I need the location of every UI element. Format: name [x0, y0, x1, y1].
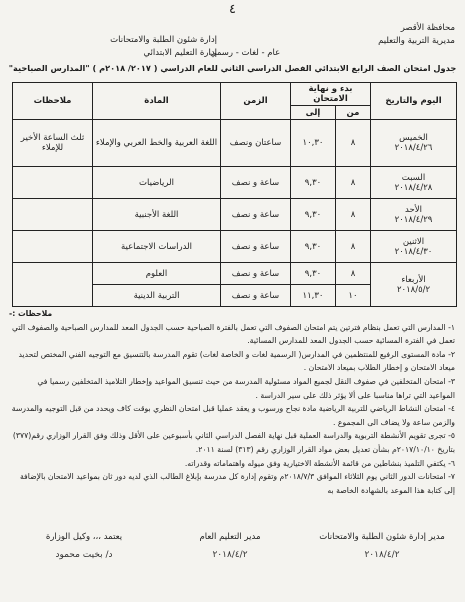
signature-general-education [175, 532, 285, 560]
note-item: ٢- مادة المستوى الرفيع للمنتظمين في المدارس( الرسمية لغات و الخاصة لغات) تقوم المدرسة بالتنسيق مع التوجيه الفني المختص لتحديد ميعاد الامتحان و إخطار الطلاب بميعاد الامتحان . [18, 349, 455, 373]
note-item: ١- المدارس التي تعمل بنظام فترتين يتم امتحان الصفوف التي تعمل بالفترة الصباحية حسب الجدول المعد للمدارس الصباحية والصفوف التي تعمل في الفترة المسائية حسب الجدول المعد للمدارس المسائية. [11, 322, 455, 346]
duration-cell: ساعتان ونصف [221, 120, 291, 167]
date-label: ٢٠١٨/٤/٢٦ [394, 143, 433, 153]
to-cell: ٩,٣٠ [291, 167, 336, 199]
from-cell: ٨ [336, 231, 371, 263]
note-item: ٥- تجرى تقويم الأنشطة التربوية والدراسة العملية قبل نهاية الفصل الدراسي الثاني بأسبوعين على الأقل وذلك وفق القرار الوزاري رقم(٣٧٧) بتاريخ ٢٠١٧/١٠/١٠م بشأن تعديل بعض مواد القرار الوزاري رقم (٣١٣) لسنة ٢٠١١. [12, 431, 455, 454]
to-cell: ١٠,٣٠ [291, 120, 336, 167]
subject-cell: التربية الدينية [93, 285, 221, 307]
day-date-cell [371, 231, 457, 263]
subject-cell: الدراسات الاجتماعية [93, 231, 221, 263]
from-cell: ٨ [336, 199, 371, 231]
signature-name: د/ بخيت محمود [55, 550, 113, 560]
header-notes: ملاحظات [13, 83, 93, 120]
table-row [13, 167, 457, 199]
note-cell [13, 199, 93, 231]
to-cell: ٩,٣٠ [291, 199, 336, 231]
notes-heading: ملاحظات :- [9, 309, 53, 318]
date-label: ٢٠١٨/٤/٢٨ [394, 182, 433, 193]
day-label: الاثنين [402, 236, 425, 247]
header-to: إلى [291, 106, 336, 120]
from-cell: ٨ [336, 120, 371, 167]
day-label: الأحد [405, 204, 422, 215]
primary-education-label: إدارة التعليم الابتدائي [143, 48, 217, 58]
to-cell: ٩,٣٠ [291, 231, 336, 263]
day-date-cell [371, 263, 457, 307]
from-cell: ٨ [336, 263, 371, 285]
signature-title: مدير التعليم العام [199, 532, 261, 542]
day-date-cell [371, 120, 457, 167]
day-label: السبت [401, 172, 426, 183]
day-label: الأربعاء [401, 274, 426, 285]
subject-cell: اللغة الأجنبية [93, 199, 221, 231]
header-governorate [325, 22, 455, 48]
table-row [13, 199, 457, 231]
header-subject: المادة [93, 83, 221, 120]
school-types-label: عام - لغات - رسمي [209, 48, 281, 58]
student-affairs-label: إدارة شئون الطلبة والامتحانات [110, 35, 217, 45]
directorate-label: مديرية التربية والتعليم [378, 36, 455, 46]
note-cell [13, 231, 93, 263]
subject-cell: العلوم [93, 263, 221, 285]
header-start-end: بدء و نهاية الامتحان [291, 83, 371, 106]
signature-title: مدير إدارة شئون الطلبة والامتحانات [319, 532, 445, 542]
signature-title: يعتمد ،،، وكيل الوزارة [45, 532, 123, 542]
duration-cell: ساعة و نصف [221, 263, 291, 285]
note-item: ٣- امتحان المتخلفين في صفوف النقل لجميع المواد مسئولية المدرسة من حيث تنسيق المواعيد وإخطار التلاميذ المتخلفين رسميا في المواعيد التي تراها مناسبا على ألا يؤثر ذلك على سير الدراسة . [37, 376, 455, 400]
table-row [13, 231, 457, 263]
exam-schedule-table [12, 82, 457, 307]
to-cell: ٩,٣٠ [291, 263, 336, 285]
page-number: ٤ [229, 2, 236, 17]
note-cell [13, 167, 93, 199]
day-date-cell [371, 167, 457, 199]
duration-cell: ساعة و نصف [221, 231, 291, 263]
subject-cell: الرياضيات [93, 167, 221, 199]
note-item: ٤- امتحان النشاط الرياضي للتربية الرياضية مادة نجاح ورسوب و يعقد عمليا قبل امتحان النظري بوقت كاف ويحدد من قبل التوجيه والمدرسة والزمن ساعة ولا يضاف الى المجموع . [11, 404, 455, 427]
from-cell: ٨ [336, 167, 371, 199]
date-label: ٢٠١٨/٤/٣٠ [394, 246, 433, 257]
signature-date: ٢٠١٨/٤/٢ [364, 550, 400, 560]
notes-section [9, 307, 455, 497]
header-day-date: اليوم والتاريخ [371, 83, 457, 120]
header-duration: الزمن [221, 83, 291, 120]
date-label: ٢٠١٨/٤/٢٩ [394, 214, 433, 225]
signature-undersecretary [14, 532, 154, 560]
table-row [13, 120, 457, 167]
from-cell: ١٠ [336, 285, 371, 307]
header-from: من [336, 106, 371, 120]
duration-cell: ساعة و نصف [221, 285, 291, 307]
duration-cell: ساعة و نصف [221, 199, 291, 231]
to-cell: ١١,٣٠ [291, 285, 336, 307]
governorate-label: محافظة الأقصر [400, 23, 455, 33]
day-date-cell [371, 199, 457, 231]
note-item: ٦- يكتفي التلميذ بنشاطين من قائمة الأنشطة الاختيارية وفق ميوله واهتماماته وقدراته. [184, 458, 455, 468]
duration-cell: ساعة و نصف [221, 167, 291, 199]
note-item: ٧- امتحانات الدور الثاني يوم الثلاثاء الموافق ٢٠١٨/٧/٣م وتقوم إدارة كل مدرسة بإبلاغ الطالب الذي لديه دور ثان بمواعيد الامتحان بالإضافة إلى كتابة هذا الموعد بالشهادة الخاصة به [19, 472, 455, 495]
note-cell [13, 263, 93, 307]
page-title: جدول امتحان الصف الرابع الابتدائي الفصل الدراسي الثاني للعام الدراسي ( ٢٠١٧/ ٢٠١٨م ) "المدارس الصباحية" [8, 63, 457, 73]
note-cell: ثلث الساعة الأخير للإملاء [13, 120, 93, 167]
subject-cell: اللغة العربية والخط العربي والإملاء [93, 120, 221, 167]
signature-date: ٢٠١٨/٤/٢ [212, 550, 248, 560]
table-row [13, 263, 457, 285]
day-label: الخميس [399, 133, 428, 143]
date-label: ٢٠١٨/٥/٢ [396, 284, 431, 295]
signature-student-affairs [307, 532, 457, 560]
